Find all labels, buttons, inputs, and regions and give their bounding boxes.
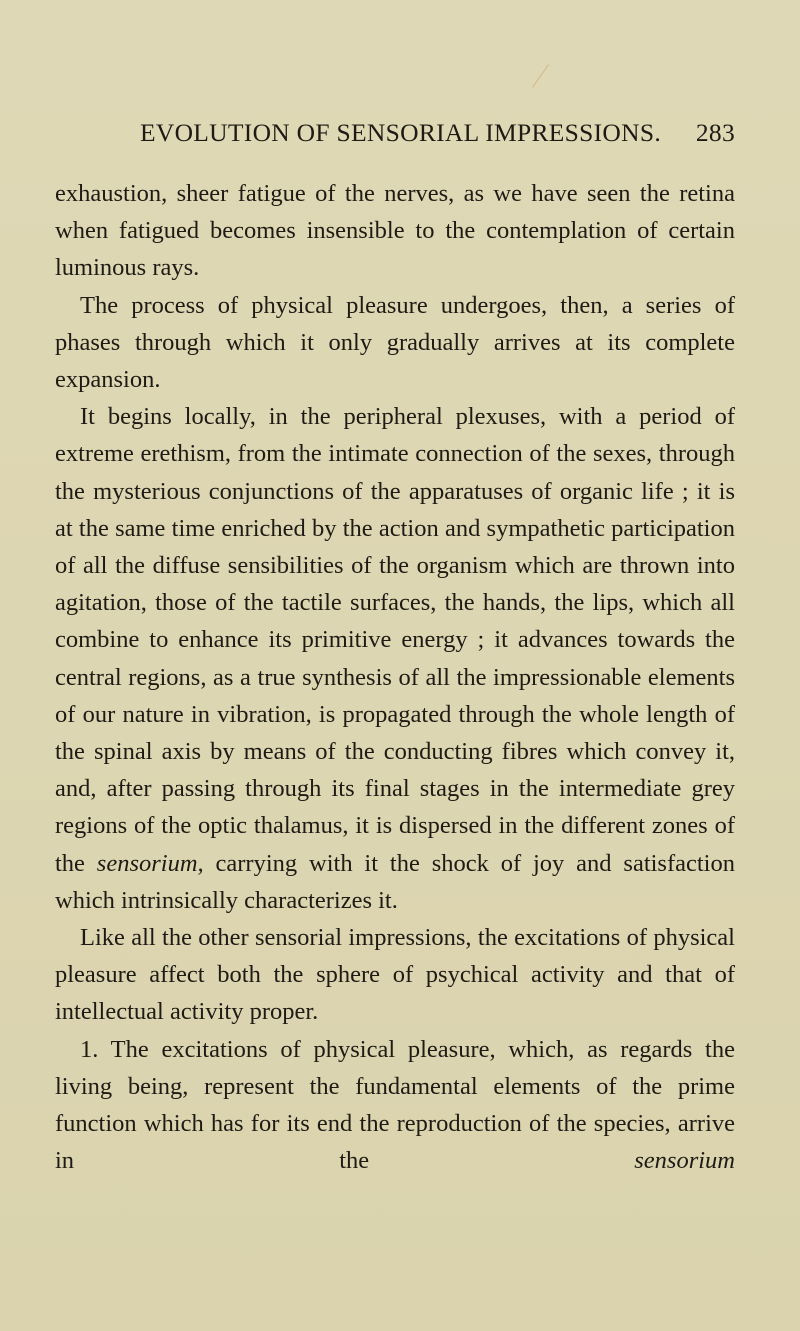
paragraph [55,398,735,919]
page-number: 283 [695,118,735,147]
running-title: EVOLUTION OF SENSORIAL IMPRESSIONS. [140,118,662,147]
paragraph-text: Like all the other sensorial impressions, the excitations of physical pleasure affect both the sphere of psychical activity and that of intellectual activity proper. [55,924,735,1026]
paragraph-text: 1. The excitations of physical pleasure, which, as regards the living being, represent the fundamental elements of the prime function which has for its end the reproduction of the species, arrive in the [55,1035,735,1175]
paragraph-text: exhaustion, sheer fatigue of the nerves, as we have seen the retina when fatigued becomes insensible to the contemplation of certain luminous rays. [55,180,735,282]
body-text [55,175,735,1179]
paragraph-continuation [55,175,735,287]
paragraph [55,287,735,399]
paragraph-text: It begins locally, in the peripheral plexuses, with a period of extreme erethism, from the intimate connection of the sexes, through the mysterious conjunctions of the apparatuses of organic life ; it is at the same time enriched by the action and sympathetic participation of all the diffuse sensibilities of the organism which are thrown into agitation, those of the tactile surfaces, the hands, the lips, which all combine to enhance its primitive energy ; it advances towards the central regions, as a true synthesis of all the impressionable elements of our nature in vibration, is propagated through the whole length of the spinal axis by means of the conducting fibres which convey it, and, after passing through its final stages in the intermediate grey regions of the optic thalamus, it is dispersed in the different zones of the [55,403,735,877]
paragraph-text: carrying with it the shock of joy and satisfaction which intrinsically characterizes it. [55,849,735,914]
paragraph [55,919,735,1031]
italic-term: sensorium, [96,849,204,877]
italic-term: sensorium [634,1147,735,1175]
paragraph [55,1031,735,1180]
paragraph-text: The process of physical pleasure undergoes, then, a series of phases through which it only gradually arrives at its complete expansion. [55,291,735,394]
page-header [140,118,735,158]
paper-mark [532,64,549,88]
